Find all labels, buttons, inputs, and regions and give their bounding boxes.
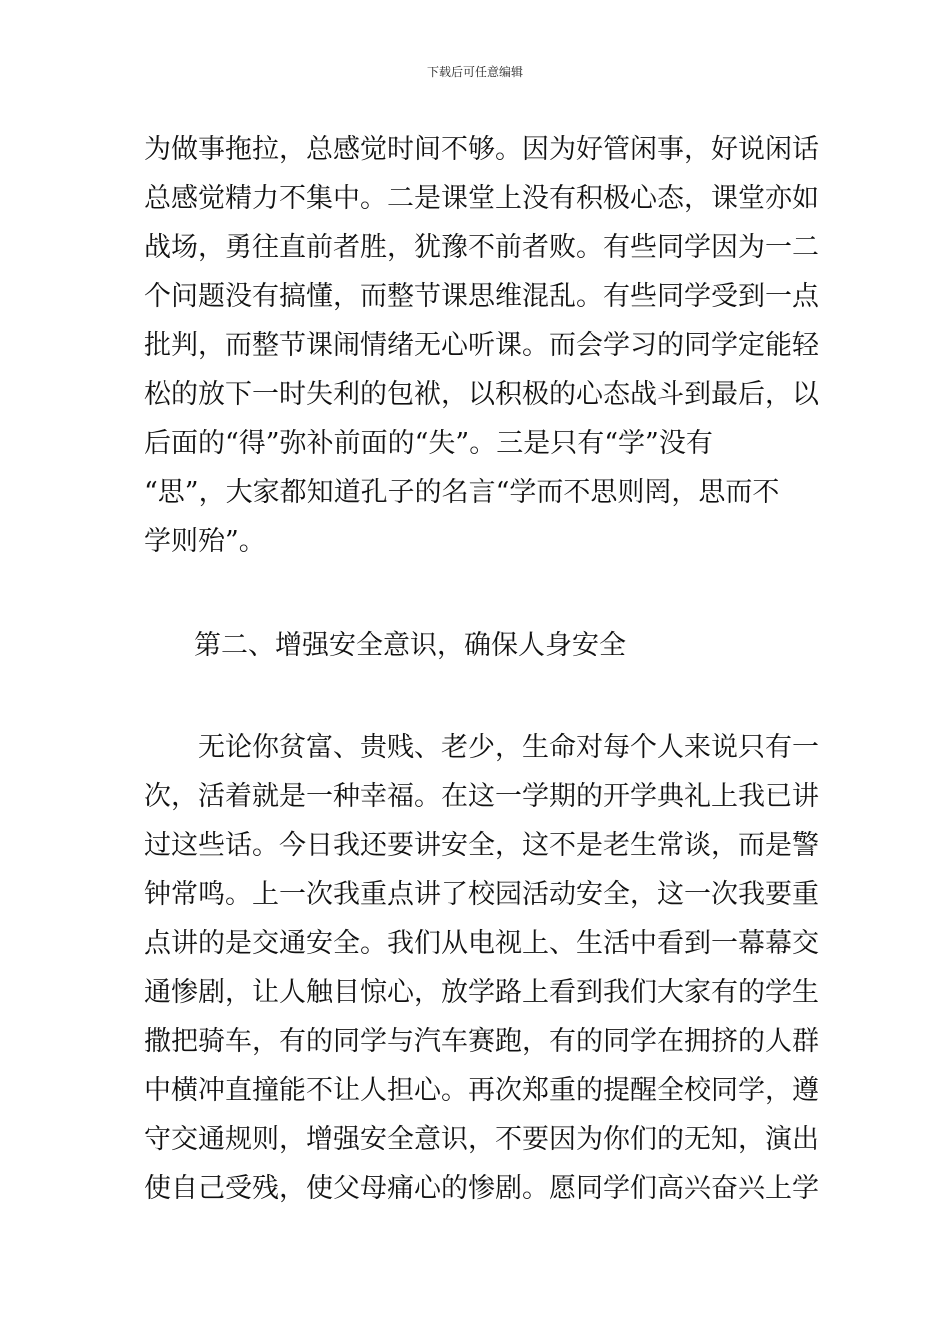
paragraph-line: 通惨剧，让人触目惊心，放学路上看到我们大家有的学生 — [144, 977, 819, 1008]
paragraph-2 — [144, 723, 819, 1213]
paragraph-line: 撒把骑车，有的同学与汽车赛跑，有的同学在拥挤的人群 — [144, 1026, 819, 1057]
page-header-note: 下载后可任意编辑 — [426, 65, 523, 79]
paragraph-line: 过这些话。今日我还要讲安全，这不是老生常谈，而是警 — [144, 830, 819, 861]
paragraph-line: 学则殆”。 — [144, 526, 266, 557]
paragraph-line: 为做事拖拉，总感觉时间不够。因为好管闲事，好说闲话 — [144, 134, 819, 165]
paragraph-line: 总感觉精力不集中。二是课堂上没有积极心态，课堂亦如 — [144, 183, 819, 214]
paragraph-line: 中横冲直撞能不让人担心。再次郑重的提醒全校同学，遵 — [144, 1075, 819, 1106]
paragraph-line: 钟常鸣。上一次我重点讲了校园活动安全，这一次我要重 — [144, 879, 819, 910]
paragraph-line: 无论你贫富、贵贱、老少，生命对每个人来说只有一 — [144, 732, 819, 763]
paragraph-line: 批判，而整节课闹情绪无心听课。而会学习的同学定能轻 — [144, 330, 819, 361]
paragraph-line: 后面的“得”弥补前面的“失”。三是只有“学”没有 — [144, 428, 713, 459]
paragraph-1 — [144, 125, 819, 566]
paragraph-line: 点讲的是交通安全。我们从电视上、生活中看到一幕幕交 — [144, 928, 819, 959]
paragraph-line: 次，活着就是一种幸福。在这一学期的开学典礼上我已讲 — [144, 781, 819, 812]
paragraph-line: 使自己受残，使父母痛心的惨剧。愿同学们高兴奋兴上学 — [144, 1173, 819, 1204]
paragraph-line: 松的放下一时失利的包袱，以积极的心态战斗到最后，以 — [144, 379, 819, 410]
paragraph-line: 个问题没有搞懂，而整节课思维混乱。有些同学受到一点 — [144, 281, 819, 312]
paragraph-line: “思”，大家都知道孔子的名言“学而不思则罔，思而不 — [144, 477, 780, 508]
paragraph-line: 守交通规则，增强安全意识，不要因为你们的无知，演出 — [144, 1124, 819, 1155]
paragraph-line: 战场，勇往直前者胜，犹豫不前者败。有些同学因为一二 — [144, 232, 819, 263]
section-heading: 第二、增强安全意识，确保人身安全 — [194, 630, 626, 661]
